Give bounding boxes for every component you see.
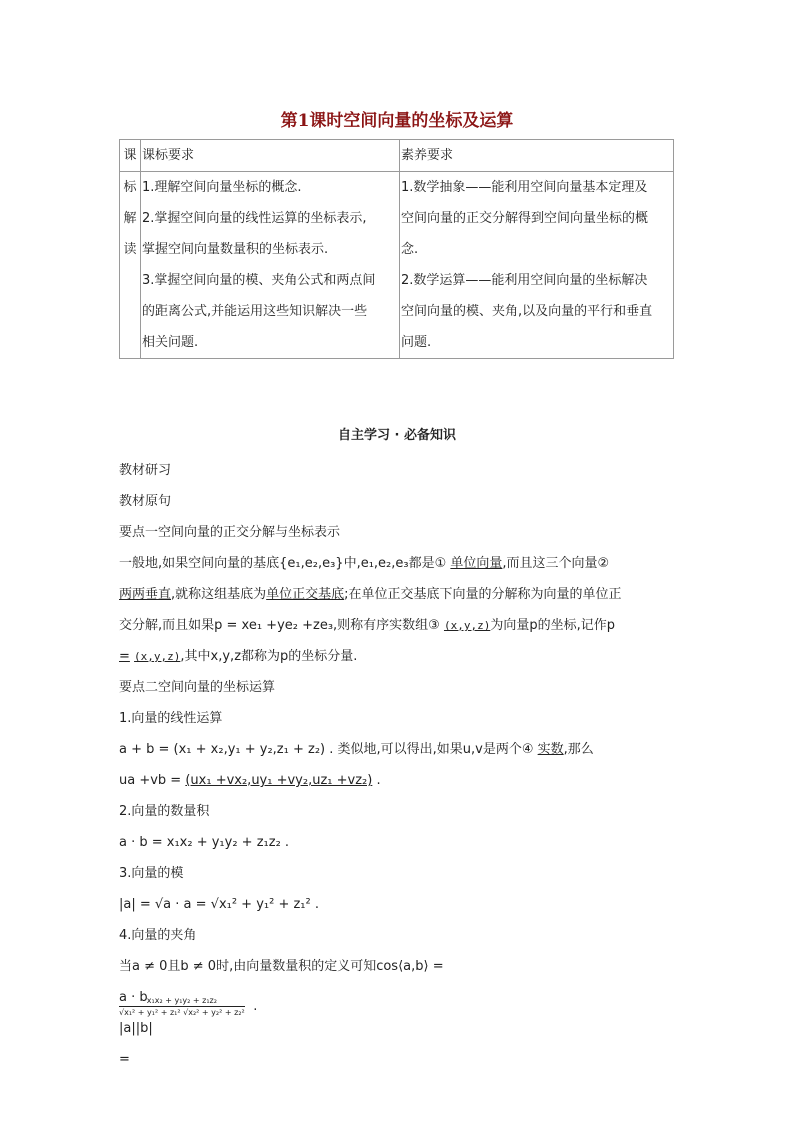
cell-line: 空间向量的正交分解得到空间向量坐标的概	[401, 211, 649, 226]
cell-line: 2.掌握空间向量的线性运算的坐标表示,	[142, 211, 367, 226]
table-side-label	[120, 172, 141, 359]
formula-end: .	[253, 999, 258, 1014]
text-span: 当a ≠ 0且b ≠ 0时,由向量数量积的定义可知cos⟨a,b⟩ =	[119, 959, 444, 974]
text-line	[119, 548, 679, 579]
text-line: 教材原句	[119, 494, 172, 509]
answer-blank: (x,y,z)	[134, 650, 181, 663]
text-line: 教材研习	[119, 463, 172, 478]
text-span: 为向量p的坐标,记作p	[490, 618, 615, 633]
cell-line: 1.数学抽象——能利用空间向量基本定理及	[401, 180, 648, 195]
text-line	[119, 951, 679, 982]
cell-line: 空间向量的模、夹角,以及向量的平行和垂直	[401, 304, 653, 319]
text-span: ,就称这组基底为	[171, 587, 267, 602]
body-text	[119, 455, 679, 1075]
text-span: 交分解,而且如果p = xe₁ +ye₂ +ze₃,则称有序实数组③	[119, 618, 440, 633]
side-char: 解	[123, 211, 137, 226]
text-line: 2.向量的数量积	[119, 804, 210, 819]
text-span: 一般地,如果空间向量的基底{e₁,e₂,e₃}中,e₁,e₂,e₃都是①	[119, 556, 447, 571]
text-line: |a| = √a · a = √x₁² + y₁² + z₁² .	[119, 897, 319, 912]
formula-denominator: √x₁² + y₁² + z₁² √x₂² + y₂² + z₂²	[119, 1008, 245, 1017]
text-span: a + b = (x₁ + x₂,y₁ + y₂,z₁ + z₂) . 类似地,可以得出,如果u,v是两个④	[119, 742, 534, 757]
answer-blank: 两两垂直	[119, 587, 172, 602]
text-line: a · b = x₁x₂ + y₁y₂ + z₁z₂ .	[119, 835, 290, 850]
fraction-denominator: |a||b|	[119, 1021, 153, 1036]
cell-line: 2.数学运算——能利用空间向量的坐标解决	[401, 273, 648, 288]
formula-numerator: x₁x₂ + y₁y₂ + z₁z₂	[119, 995, 245, 1007]
cell-line: 念.	[401, 242, 419, 257]
text-span: ,那么	[563, 742, 594, 757]
answer-blank: 实数	[537, 742, 564, 757]
text-span: ;在单位正交基底下向量的分解称为向量的单位正	[344, 587, 622, 602]
text-span: ua +vb =	[119, 773, 182, 788]
section-heading: 自主学习 · 必备知识	[338, 428, 456, 443]
cell-line: 的距离公式,并能运用这些知识解决一些	[142, 304, 368, 319]
text-span: ,而且这三个向量②	[502, 556, 610, 571]
cell-line: 问题.	[401, 335, 432, 350]
literacy-requirements-cell	[400, 172, 674, 359]
text-line: 1.向量的线性运算	[119, 711, 223, 726]
side-char: 标	[123, 180, 137, 195]
cell-line: 3.掌握空间向量的模、夹角公式和两点间	[142, 273, 376, 288]
header-standard-requirements: 课标要求	[141, 140, 400, 172]
text-line: 要点二空间向量的坐标运算	[119, 680, 276, 695]
text-span: .	[376, 773, 381, 788]
table-side-header: 课	[120, 140, 141, 172]
answer-blank: (x,y,z)	[443, 619, 491, 632]
side-char: 读	[123, 242, 137, 257]
requirements-table	[119, 139, 674, 359]
text-line	[119, 579, 679, 610]
answer-blank: (ux₁ +vx₂,uy₁ +vy₂,uz₁ +vz₂)	[185, 773, 373, 788]
text-line	[119, 734, 679, 765]
text-span: =	[119, 1052, 130, 1067]
standard-requirements-cell	[141, 172, 400, 359]
text-line	[119, 641, 679, 672]
cell-line: 相关问题.	[142, 335, 199, 350]
answer-blank: =	[119, 649, 130, 664]
text-line	[119, 765, 679, 796]
header-literacy-requirements: 素养要求	[400, 140, 674, 172]
cell-line: 掌握空间向量数量积的坐标表示.	[142, 242, 329, 257]
formula-fraction	[119, 995, 245, 1018]
text-span: ,其中x,y,z都称为p的坐标分量.	[180, 649, 358, 664]
page-title: 第1课时空间向量的坐标及运算	[280, 111, 514, 131]
text-line: 4.向量的夹角	[119, 928, 197, 943]
text-line: 3.向量的模	[119, 866, 184, 881]
fraction-numerator: a · b	[119, 990, 148, 1005]
text-line	[119, 610, 679, 641]
text-line: 要点一空间向量的正交分解与坐标表示	[119, 525, 341, 540]
answer-blank: 单位向量	[450, 556, 503, 571]
answer-blank: 单位正交基底	[266, 587, 345, 602]
cell-line: 1.理解空间向量坐标的概念.	[142, 180, 302, 195]
cosine-formula	[119, 995, 257, 1018]
